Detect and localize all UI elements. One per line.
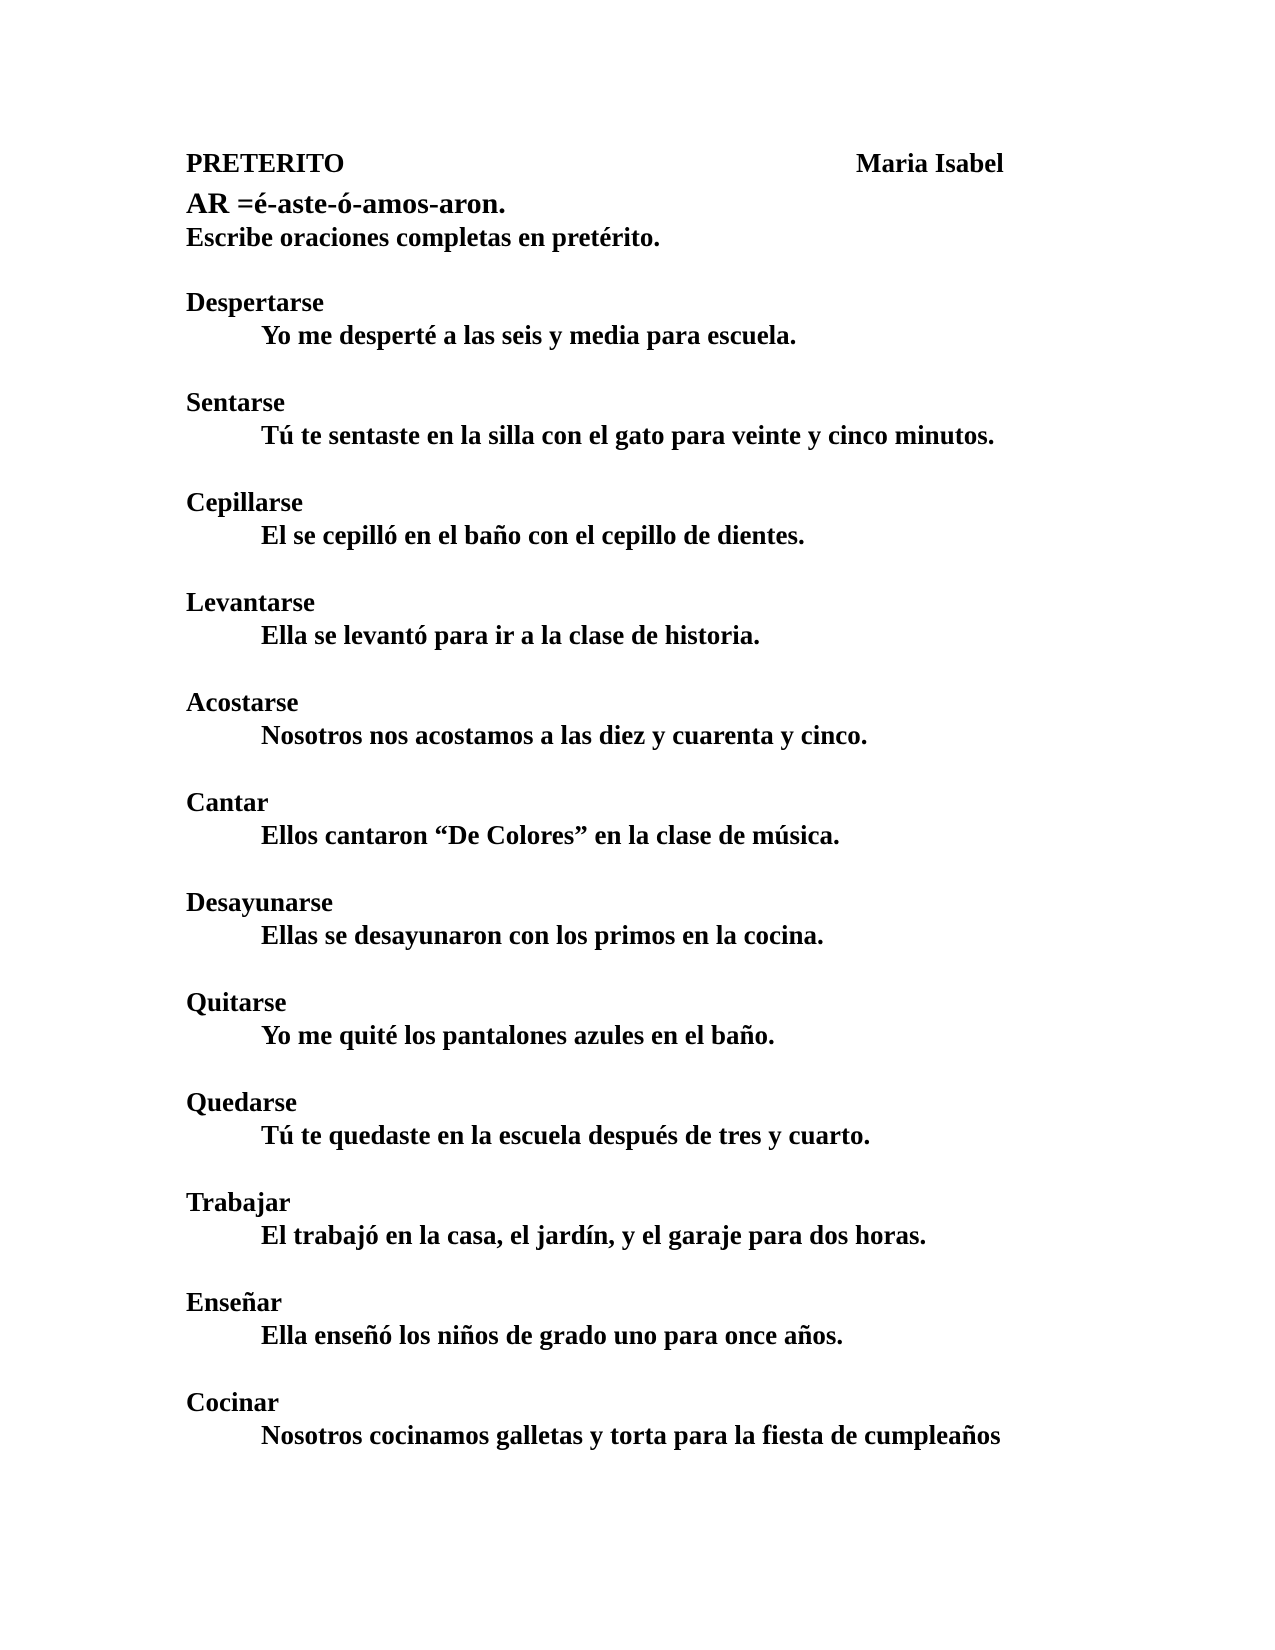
- verb-heading: Trabajar: [186, 1187, 291, 1217]
- entries-list: [186, 286, 1086, 1486]
- verb-heading: Enseñar: [186, 1287, 283, 1317]
- verb-heading: Sentarse: [186, 387, 285, 417]
- list-item: [186, 786, 1086, 886]
- example-sentence: Ella se levantó para ir a la clase de historia.: [261, 620, 760, 650]
- verb-heading: Cocinar: [186, 1387, 279, 1417]
- document-title: PRETERITO: [186, 148, 345, 178]
- instructions: Escribe oraciones completas en pretérito.: [186, 222, 661, 252]
- list-item: [186, 586, 1086, 686]
- list-item: [186, 386, 1086, 486]
- example-sentence: Nosotros nos acostamos a las diez y cuarenta y cinco.: [261, 720, 868, 750]
- verb-heading: Cepillarse: [186, 487, 303, 517]
- list-item: [186, 886, 1086, 986]
- verb-heading: Desayunarse: [186, 887, 333, 917]
- example-sentence: Yo me desperté a las seis y media para escuela.: [261, 320, 797, 350]
- header-row: [186, 146, 1016, 180]
- verb-heading: Acostarse: [186, 687, 299, 717]
- example-sentence: Ellas se desayunaron con los primos en la cocina.: [261, 920, 824, 950]
- verb-heading: Cantar: [186, 787, 269, 817]
- example-sentence: Nosotros cocinamos galletas y torta para la fiesta de cumpleaños: [261, 1420, 1001, 1450]
- list-item: [186, 986, 1086, 1086]
- ar-endings-rule: AR =é-aste-ó-amos-aron.: [186, 187, 506, 220]
- list-item: [186, 1286, 1086, 1386]
- example-sentence: El trabajó en la casa, el jardín, y el garaje para dos horas.: [261, 1220, 927, 1250]
- example-sentence: Tú te quedaste en la escuela después de tres y cuarto.: [261, 1120, 871, 1150]
- example-sentence: El se cepilló en el baño con el cepillo de dientes.: [261, 520, 805, 550]
- list-item: [186, 686, 1086, 786]
- verb-heading: Quedarse: [186, 1087, 297, 1117]
- author-name: Maria Isabel: [856, 148, 1004, 178]
- example-sentence: Ellos cantaron “De Colores” en la clase de música.: [261, 820, 840, 850]
- list-item: [186, 286, 1086, 386]
- verb-heading: Levantarse: [186, 587, 315, 617]
- example-sentence: Yo me quité los pantalones azules en el baño.: [261, 1020, 775, 1050]
- list-item: [186, 486, 1086, 586]
- list-item: [186, 1186, 1086, 1286]
- example-sentence: Ella enseñó los niños de grado uno para once años.: [261, 1320, 844, 1350]
- verb-heading: Despertarse: [186, 287, 324, 317]
- example-sentence: Tú te sentaste en la silla con el gato para veinte y cinco minutos.: [261, 420, 995, 450]
- list-item: [186, 1386, 1086, 1486]
- list-item: [186, 1086, 1086, 1186]
- verb-heading: Quitarse: [186, 987, 287, 1017]
